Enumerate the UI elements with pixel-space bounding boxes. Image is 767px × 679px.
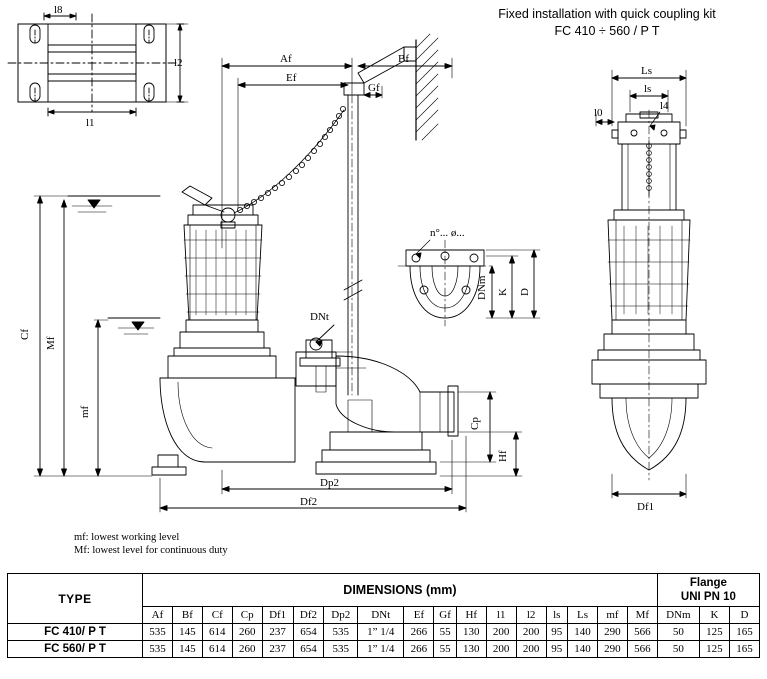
spacer-top-view — [8, 14, 176, 112]
label-Bf: Bf — [398, 53, 409, 65]
label-mf: mf — [79, 405, 91, 418]
cell: 260 — [232, 641, 262, 658]
label-ls: ls — [644, 83, 652, 95]
dimension-Mf — [62, 200, 67, 476]
col-ls-lower: ls — [546, 607, 567, 624]
col-af: Af — [143, 607, 173, 624]
col-df1: Df1 — [262, 607, 293, 624]
dimension-l1 — [48, 108, 136, 116]
table-row — [8, 624, 760, 641]
col-Mf: Mf — [627, 607, 657, 624]
label-Ef: Ef — [286, 72, 297, 84]
cell: 50 — [657, 641, 699, 658]
label-Df1: Df1 — [637, 501, 655, 513]
cell: 1” 1/4 — [358, 624, 404, 641]
cell: 95 — [546, 624, 567, 641]
cell: 266 — [404, 624, 434, 641]
label-l1: l1 — [86, 117, 95, 129]
cell: 654 — [293, 624, 324, 641]
label-Dp2: Dp2 — [320, 477, 339, 489]
dimension-Df1 — [612, 474, 686, 498]
col-k: K — [699, 607, 729, 624]
table-row — [8, 641, 760, 658]
cell: 125 — [699, 641, 729, 658]
header-dimensions: DIMENSIONS (mm) — [143, 574, 658, 607]
cell: 614 — [202, 624, 232, 641]
label-Df2: Df2 — [300, 496, 318, 508]
cell: 535 — [324, 624, 358, 641]
cell: 130 — [456, 641, 486, 658]
col-hf: Hf — [456, 607, 486, 624]
col-Ls: Ls — [568, 607, 598, 624]
cell: 654 — [293, 641, 324, 658]
header-flange — [657, 574, 759, 607]
notes-block — [74, 531, 228, 557]
cell: 566 — [627, 641, 657, 658]
dimension-Ef — [238, 78, 348, 208]
cell: 55 — [434, 624, 456, 641]
cell: 140 — [568, 641, 598, 658]
cell: 290 — [597, 641, 627, 658]
water-level-Mf — [68, 196, 160, 212]
col-l1: l1 — [486, 607, 516, 624]
label-l8: l8 — [54, 4, 63, 16]
label-flange-holes: n°... ø... — [430, 227, 465, 239]
cell: 260 — [232, 624, 262, 641]
col-dnm: DNm — [657, 607, 699, 624]
dimension-Cf — [34, 196, 152, 476]
dimensions-table — [7, 573, 760, 658]
label-D: D — [519, 288, 531, 296]
cell: 1” 1/4 — [358, 641, 404, 658]
row-type: FC 560/ P T — [8, 641, 143, 658]
cell: 266 — [404, 641, 434, 658]
cell: 535 — [324, 641, 358, 658]
cell: 566 — [627, 624, 657, 641]
header-type: TYPE — [8, 574, 143, 624]
cell: 145 — [172, 641, 202, 658]
leader-l4 — [650, 112, 660, 130]
label-Gf: Gf — [368, 82, 380, 94]
cell: 535 — [143, 624, 173, 641]
page-title-line2: FC 410 ÷ 560 / P T — [554, 24, 660, 38]
cell: 95 — [546, 641, 567, 658]
label-l0: l0 — [594, 107, 603, 119]
cell: 237 — [262, 624, 293, 641]
pump-side-view — [592, 110, 706, 480]
label-Mf: Mf — [45, 336, 57, 350]
page-title-line1: Fixed installation with quick coupling kit — [498, 7, 716, 21]
cell: 55 — [434, 641, 456, 658]
label-Hf: Hf — [497, 450, 509, 462]
label-Ls: Ls — [641, 65, 652, 77]
pump-front-view — [152, 34, 458, 475]
flange-detail-view — [398, 240, 540, 326]
cell: 200 — [516, 624, 546, 641]
header-flange-line1: Flange — [689, 577, 727, 589]
label-l2: l2 — [174, 57, 183, 69]
label-Cp: Cp — [469, 417, 481, 430]
col-dnt: DNt — [358, 607, 404, 624]
col-bf: Bf — [172, 607, 202, 624]
col-dp2: Dp2 — [324, 607, 358, 624]
cell: 165 — [729, 641, 759, 658]
cell: 290 — [597, 624, 627, 641]
cell: 237 — [262, 641, 293, 658]
label-DNm: DNm — [476, 275, 488, 300]
cell: 165 — [729, 624, 759, 641]
label-l4: l4 — [660, 100, 669, 112]
col-d: D — [729, 607, 759, 624]
dimension-mf — [94, 320, 108, 476]
col-gf: Gf — [434, 607, 456, 624]
cell: 145 — [172, 624, 202, 641]
cell: 125 — [699, 624, 729, 641]
col-mf: mf — [597, 607, 627, 624]
label-K: K — [497, 288, 509, 296]
water-level-mf — [108, 318, 160, 334]
cell: 140 — [568, 624, 598, 641]
cell: 200 — [486, 641, 516, 658]
cell: 200 — [486, 624, 516, 641]
table-header-row-1 — [8, 574, 760, 607]
lifting-chain — [234, 106, 346, 213]
leader-DNt — [316, 325, 334, 346]
col-df2: Df2 — [293, 607, 324, 624]
cell: 200 — [516, 641, 546, 658]
cell: 535 — [143, 641, 173, 658]
cell: 130 — [456, 624, 486, 641]
col-cf: Cf — [202, 607, 232, 624]
header-flange-line2: UNI PN 10 — [680, 591, 736, 603]
row-type: FC 410/ P T — [8, 624, 143, 641]
note-mf: mf: lowest working level — [74, 532, 180, 543]
note-Mf: Mf: lowest level for continuous duty — [74, 545, 228, 556]
col-cp: Cp — [232, 607, 262, 624]
label-Af: Af — [280, 53, 292, 65]
col-l2: l2 — [516, 607, 546, 624]
cell: 50 — [657, 624, 699, 641]
label-Cf: Cf — [19, 329, 31, 340]
col-ef: Ef — [404, 607, 434, 624]
cell: 614 — [202, 641, 232, 658]
label-DNt: DNt — [310, 311, 329, 323]
